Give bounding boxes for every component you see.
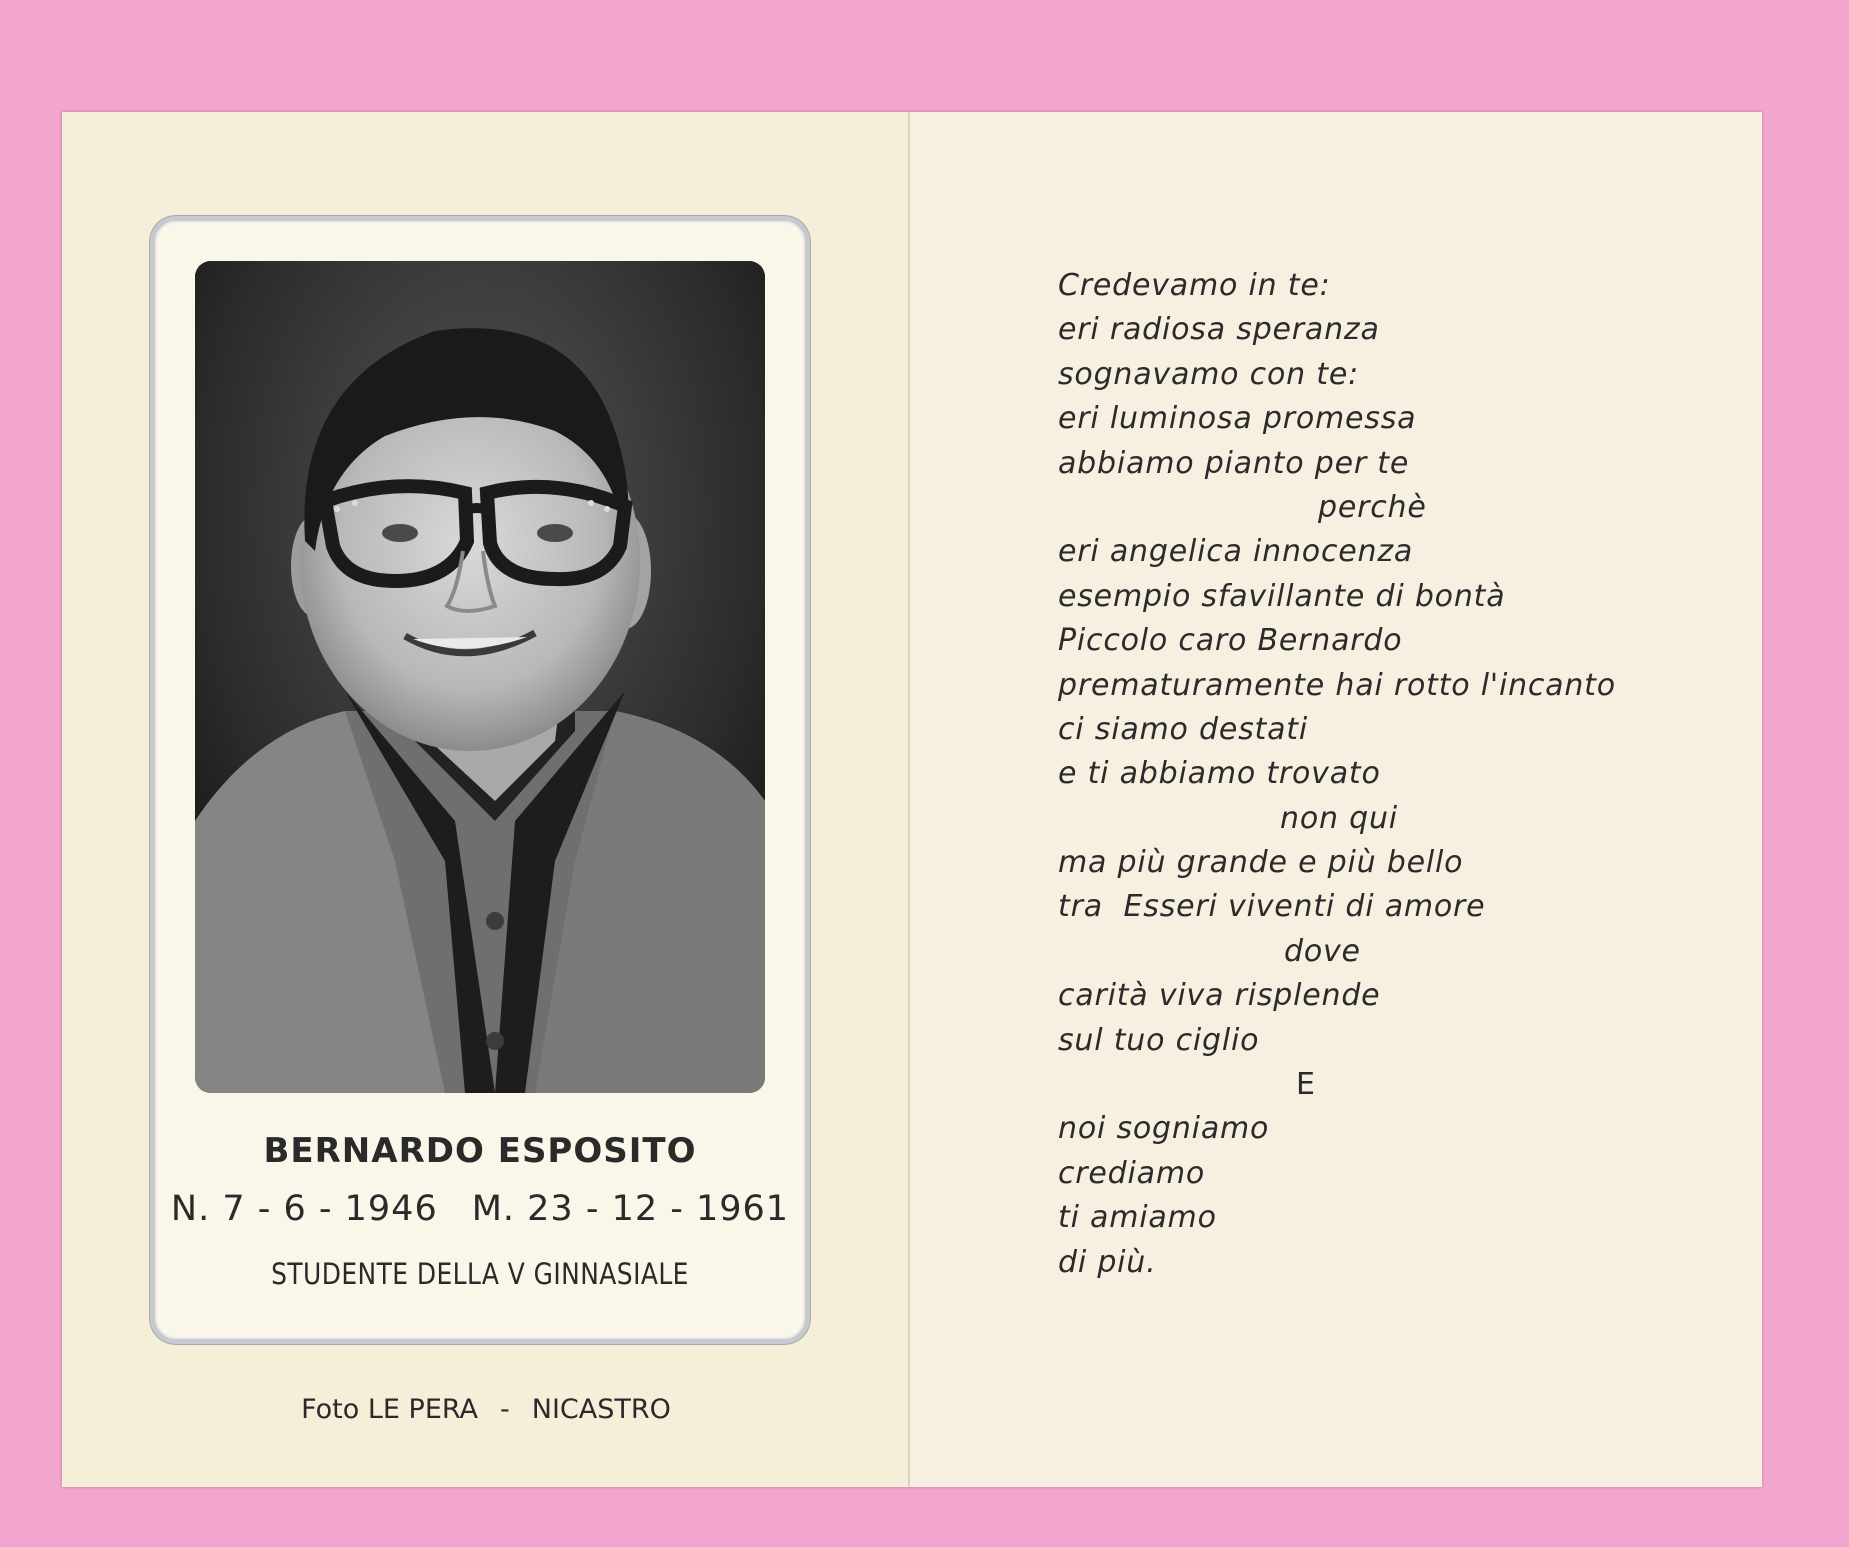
poem-line: e ti abbiamo trovato bbox=[1058, 756, 1381, 792]
poem-line: ti amiamo bbox=[1058, 1200, 1217, 1236]
credit-place: NICASTRO bbox=[531, 1394, 671, 1425]
credit-separator: - bbox=[500, 1394, 510, 1425]
poem-line: non qui bbox=[1280, 800, 1398, 836]
poem-line: Credevamo in te: bbox=[1058, 268, 1331, 303]
poem-line: eri luminosa promessa bbox=[1058, 401, 1417, 437]
deceased-name: BERNARDO ESPOSITO bbox=[263, 1131, 697, 1171]
poem-line: abbiamo pianto per te bbox=[1058, 445, 1410, 481]
poem-line: crediamo bbox=[1058, 1155, 1206, 1191]
card-right-panel bbox=[910, 112, 1762, 1487]
poem-line: perchè bbox=[1318, 489, 1427, 525]
student-status: STUDENTE DELLA V GINNASIALE bbox=[271, 1257, 689, 1291]
memorial-card bbox=[62, 112, 1762, 1487]
poem-line: carità viva risplende bbox=[1058, 978, 1381, 1014]
memorial-poem bbox=[1058, 264, 1616, 1285]
credit-photographer: Foto LE PERA bbox=[301, 1394, 479, 1425]
poem-line: sognavamo con te: bbox=[1058, 356, 1360, 392]
poem-line: ma più grande e più bello bbox=[1058, 845, 1464, 881]
life-dates bbox=[155, 1189, 805, 1229]
birth-date: N. 7 - 6 - 1946 bbox=[170, 1189, 438, 1229]
poem-line: ci siamo destati bbox=[1058, 711, 1309, 747]
poem-line: E bbox=[1296, 1067, 1316, 1103]
portrait-photo bbox=[195, 261, 765, 1093]
poem-line: eri radiosa speranza bbox=[1058, 312, 1380, 348]
poem-line: di più. bbox=[1058, 1244, 1157, 1280]
poem-line: sul tuo ciglio bbox=[1058, 1022, 1260, 1058]
poem-line: prematuramente hai rotto l'incanto bbox=[1058, 667, 1616, 703]
poem-line: Piccolo caro Bernardo bbox=[1058, 623, 1403, 659]
death-date: M. 23 - 12 - 1961 bbox=[471, 1189, 790, 1229]
photo-credit bbox=[62, 1394, 910, 1425]
portrait-illustration bbox=[195, 261, 765, 1093]
poem-line: esempio sfavillante di bontà bbox=[1058, 578, 1506, 614]
poem-line: dove bbox=[1284, 933, 1361, 969]
card-left-panel bbox=[62, 112, 910, 1487]
photo-frame bbox=[150, 216, 810, 1344]
poem-line: noi sogniamo bbox=[1058, 1111, 1270, 1147]
poem-line: eri angelica innocenza bbox=[1058, 534, 1414, 570]
poem-line: tra Esseri viventi di amore bbox=[1058, 889, 1486, 925]
